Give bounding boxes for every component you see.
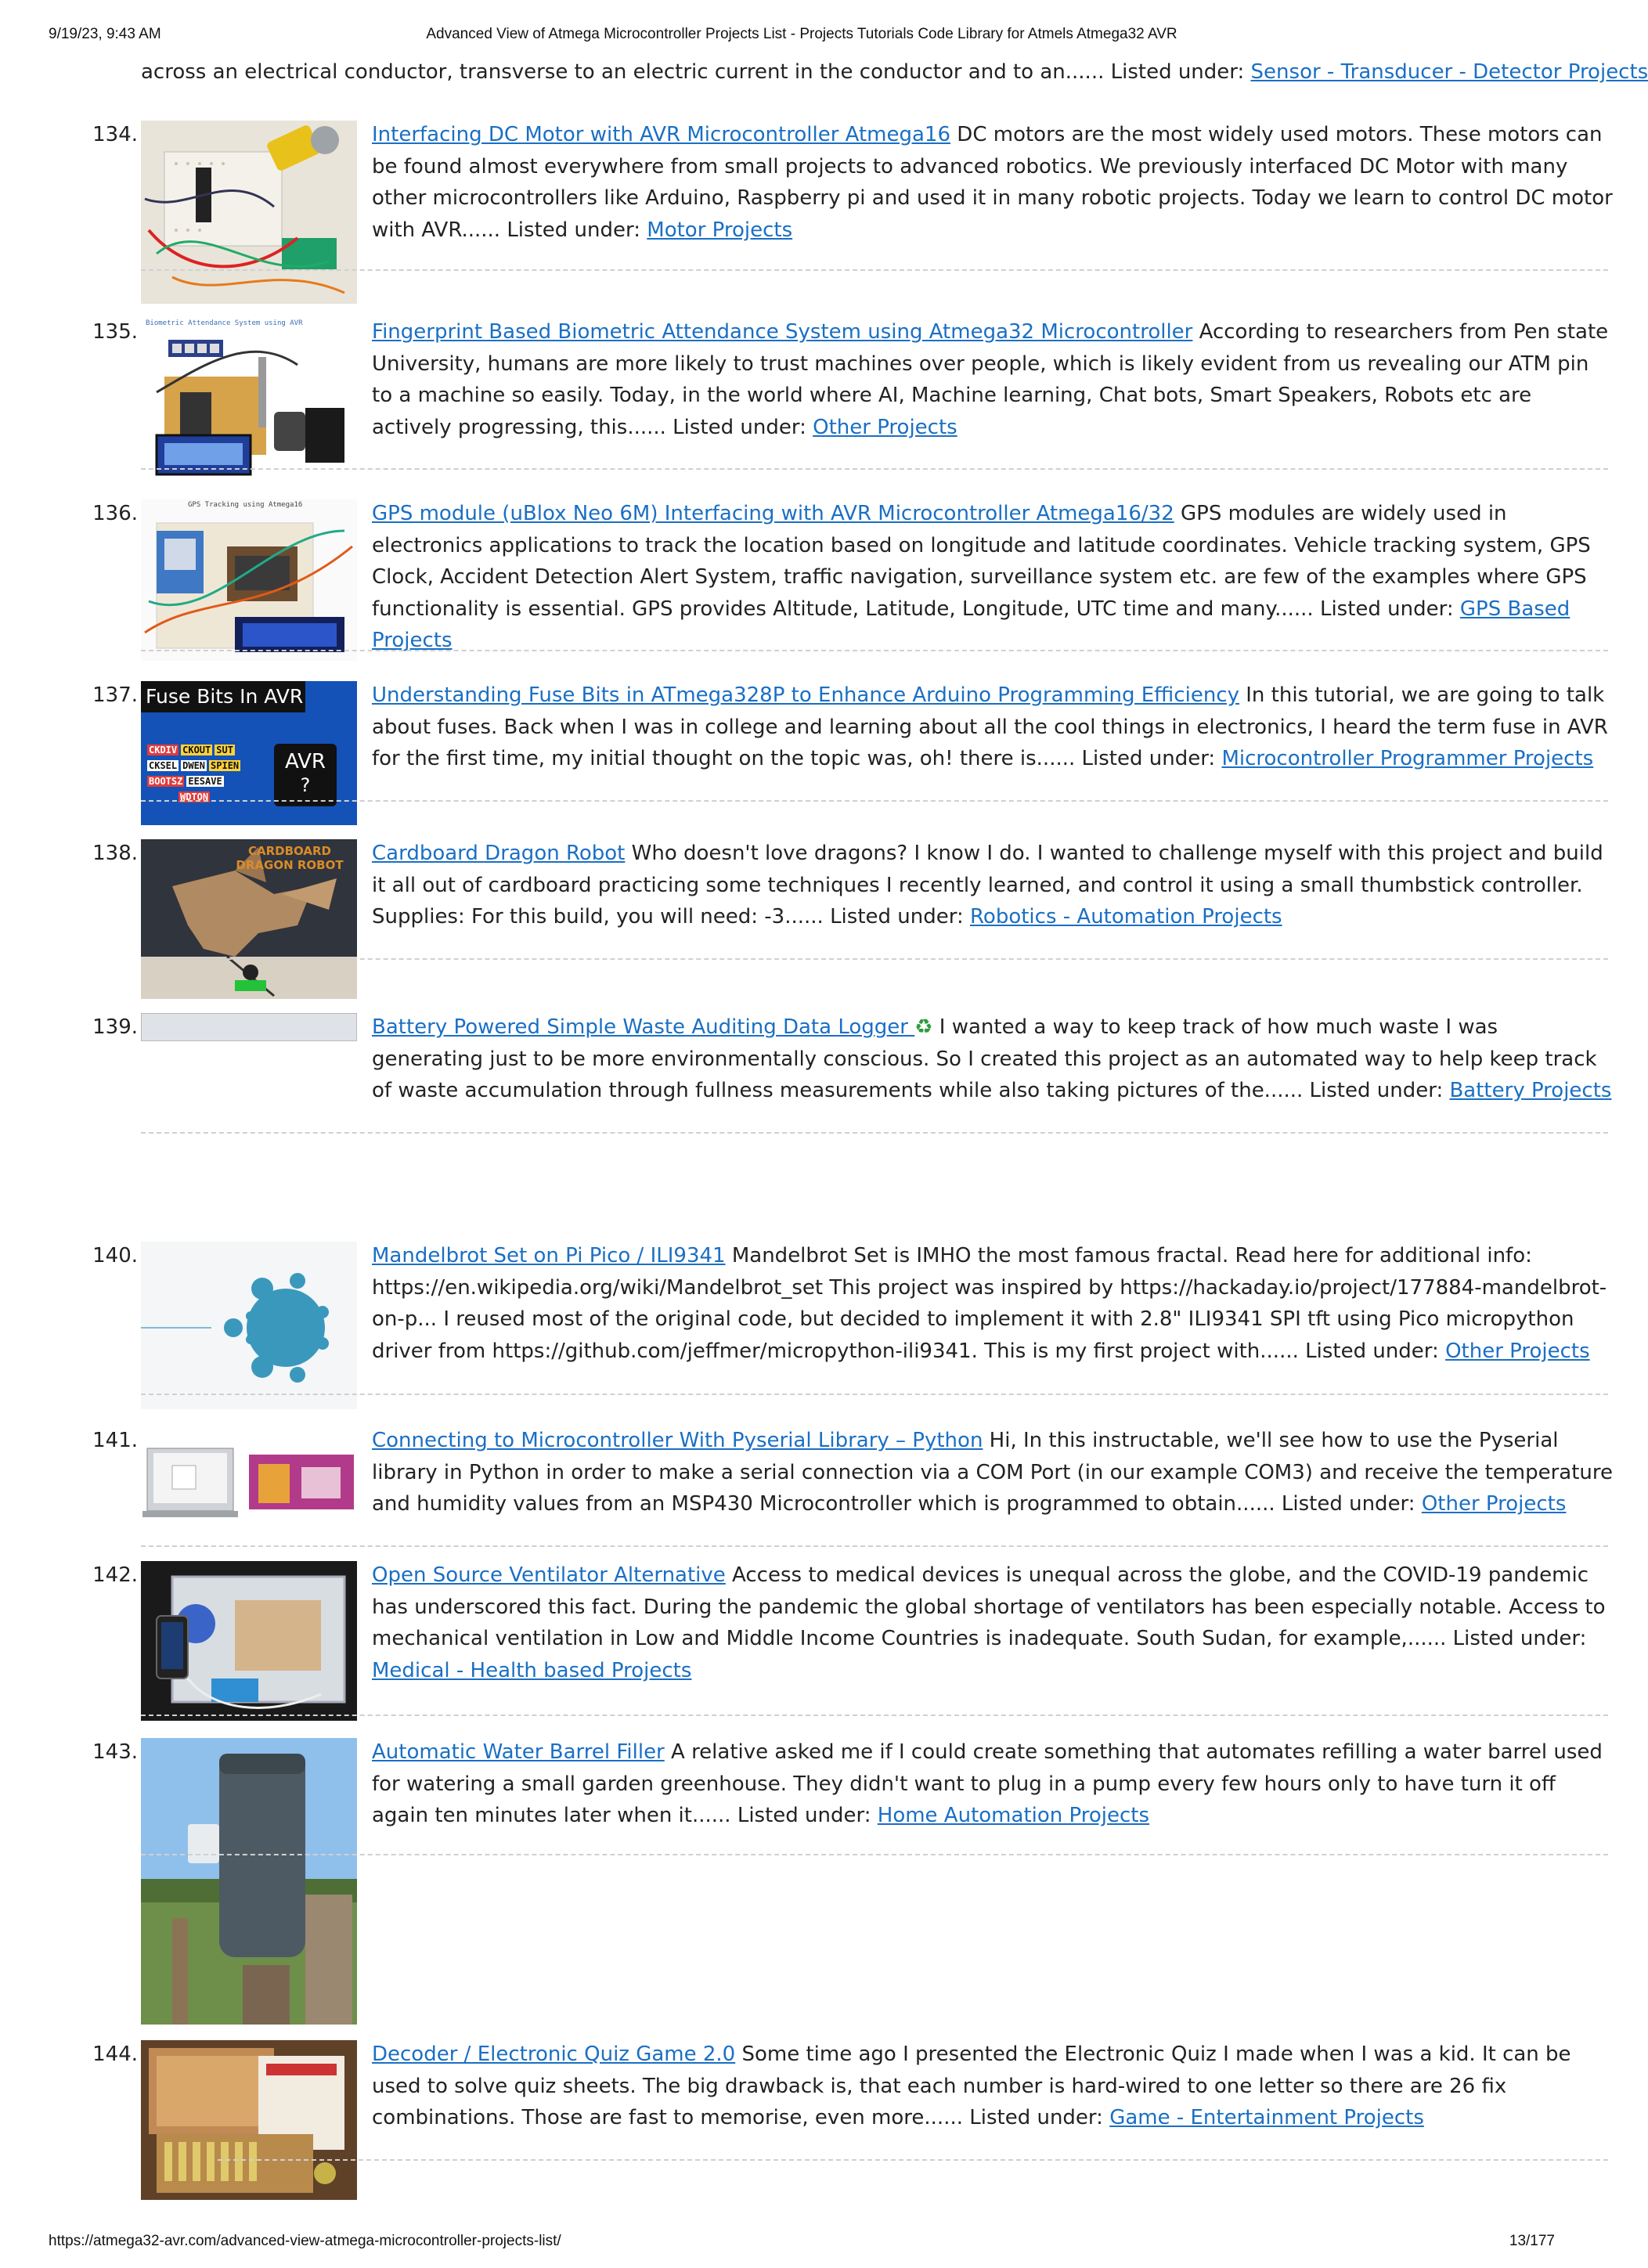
- project-title-link[interactable]: [372, 1015, 933, 1039]
- entry-text: [372, 1425, 1613, 1520]
- entry-text: [372, 498, 1613, 657]
- entry-text: [372, 838, 1613, 933]
- entry-number: 139.: [92, 1015, 138, 1039]
- print-url: https://atmega32-avr.com/advanced-view-atmega-microcontroller-projects-list/: [49, 2233, 561, 2249]
- fuse-label: CKOUT: [182, 745, 211, 755]
- entry-number: 134.: [92, 123, 138, 146]
- project-title-link[interactable]: Cardboard Dragon Robot: [372, 842, 626, 865]
- category-link[interactable]: Battery Projects: [1449, 1079, 1612, 1102]
- project-thumbnail[interactable]: [141, 121, 357, 304]
- fuse-label: CKDIV: [149, 745, 178, 755]
- entry-separator: [141, 1394, 1608, 1395]
- fuse-label: SUT: [216, 745, 233, 755]
- entry-description: Mandelbrot Set is IMHO the most famous fractal. Read here for additional info: https://en.wikipedia.org/wiki/Mandelbrot_set This project was inspired by https://hackaday.io/project/177884-mandelbrot-on-p... I reused most of the original code, but decided to implement it with 2.8" ILI9341 SPI tft using Pico micropython driver from https://github.com/jeffmer/micropython-ili9341. This is my first project with...... Listed under:: [372, 1244, 1607, 1363]
- project-thumbnail[interactable]: [141, 681, 357, 825]
- entry-text: [372, 1011, 1613, 1107]
- category-link[interactable]: Home Automation Projects: [877, 1804, 1150, 1827]
- entry-description: DC motors are the most widely used motors. These motors can be found almost everywhere from small projects to advanced robotics. We previously interfaced DC Motor with many other microcontrollers like Arduino, Raspberry pi and used it in many robotic projects. Today we learn to control DC motor with AVR...... Listed under:: [372, 123, 1613, 242]
- project-title-link[interactable]: Understanding Fuse Bits in ATmega328P to Enhance Arduino Programming Efficiency: [372, 683, 1239, 707]
- entry-number: 135.: [92, 320, 138, 344]
- entry-separator: [141, 1545, 1608, 1547]
- print-header: [0, 26, 1603, 46]
- entry-text: [372, 680, 1613, 775]
- fuse-label: CKSEL: [149, 760, 178, 771]
- thumbnail-caption: GPS Tracking using Atmega16: [188, 501, 303, 509]
- entry-description: Hi, In this instructable, we'll see how to use the Pyserial library in Python in order to make a serial connection via a COM Port (in our example COM3) and receive the temperature and humidity values from an MSP430 Microcontroller which is programmed to obtain...... Listed under:: [372, 1429, 1614, 1516]
- entry-separator: [141, 1715, 1608, 1716]
- fuse-label: SPIEN: [211, 760, 240, 771]
- entry-number: 141.: [92, 1429, 138, 1452]
- entry-separator: [218, 2159, 1608, 2161]
- category-link[interactable]: Other Projects: [1445, 1339, 1590, 1363]
- thumbnail-caption: CARDBOARD DRAGON ROBOT: [236, 844, 344, 872]
- entry-number: 144.: [92, 2043, 138, 2066]
- entry-separator: [141, 1132, 1608, 1134]
- project-title-link[interactable]: Fingerprint Based Biometric Attendance System using Atmega32 Microcontroller: [372, 320, 1193, 344]
- entry-number: 143.: [92, 1740, 138, 1764]
- chip-label: AVR: [285, 750, 326, 773]
- entry-text: [372, 1559, 1613, 1686]
- entry-description: A relative asked me if I could create something that automates refilling a water barrel used for watering a small garden greenhouse. They didn't want to plug in a pump every few hours only to have turn it off again ten minutes later when it...... Listed under:: [372, 1740, 1603, 1827]
- entry-separator: [141, 1854, 1608, 1855]
- category-link[interactable]: Robotics - Automation Projects: [970, 905, 1282, 928]
- entry-separator: [141, 958, 1608, 960]
- fuse-label: WDTON: [180, 791, 209, 802]
- category-link[interactable]: Medical - Health based Projects: [372, 1658, 692, 1682]
- fuse-label: BOOTSZ: [149, 776, 183, 787]
- category-link[interactable]: Game - Entertainment Projects: [1109, 2106, 1424, 2129]
- entry-text: [372, 1240, 1613, 1367]
- project-title-link[interactable]: Automatic Water Barrel Filler: [372, 1740, 665, 1764]
- entry-number: 138.: [92, 842, 138, 865]
- entry-separator: [141, 468, 1608, 470]
- entry-number: 142.: [92, 1563, 138, 1587]
- project-thumbnail[interactable]: [141, 839, 357, 999]
- previous-entry-continuation: [141, 56, 1648, 88]
- project-thumbnail[interactable]: [141, 1561, 357, 1721]
- project-thumbnail[interactable]: [141, 318, 357, 481]
- entry-text: [372, 119, 1613, 246]
- entry-separator: [141, 800, 1608, 802]
- avr-chip-graphic: [274, 744, 337, 806]
- category-link[interactable]: Sensor - Transducer - Detector Projects: [1250, 60, 1648, 84]
- entry-description: According to researchers from Pen state University, humans are more likely to trust machines over people, which is likely evident from us revealing our ATM pin to a machine so easily. Today, in the world where AI, Machine learning, Chat bots, Smart Speakers, Robots etc are actively progressing, this...... Listed under:: [372, 320, 1609, 439]
- project-thumbnail-broken[interactable]: [141, 1013, 357, 1041]
- project-thumbnail[interactable]: [141, 2040, 357, 2200]
- entry-text: [372, 2039, 1613, 2134]
- category-link[interactable]: GPS Based Projects: [372, 597, 1570, 652]
- print-datetime: 9/19/23, 9:43 AM: [49, 26, 161, 42]
- entry-separator: [141, 650, 1608, 651]
- entry-number: 136.: [92, 502, 138, 525]
- entry-description: GPS modules are widely used in electronics applications to track the location based on longitude and latitude coordinates. Vehicle tracking system, GPS Clock, Accident Detection Alert System, traffic navigation, surveillance system etc. are few of the examples where GPS functionality is essential. GPS provides Altitude, Latitude, Longitude, UTC time and many...... Listed under:: [372, 502, 1591, 621]
- category-link[interactable]: Other Projects: [813, 415, 957, 439]
- print-footer: [0, 2233, 1603, 2253]
- entry-description: Some time ago I presented the Electronic Quiz I made when I was a kid. It can be used to solve quiz sheets. The big drawback is, that each number is hard-wired to one letter so there are 26 fix combinations. Those are fast to memorise, even more...... Listed under:: [372, 2043, 1571, 2129]
- project-title-link[interactable]: Mandelbrot Set on Pi Pico / ILI9341: [372, 1244, 726, 1267]
- project-title-link[interactable]: Connecting to Microcontroller With Pyserial Library – Python: [372, 1429, 983, 1452]
- project-title-link[interactable]: GPS module (uBlox Neo 6M) Interfacing with AVR Microcontroller Atmega16/32: [372, 502, 1174, 525]
- chip-question-mark: ?: [300, 774, 311, 796]
- category-link[interactable]: Other Projects: [1421, 1492, 1567, 1516]
- print-page-title: Advanced View of Atmega Microcontroller Projects List - Projects Tutorials Code Library for Atmels Atmega32 AVR: [426, 26, 1177, 42]
- entry-description: across an electrical conductor, transverse to an electric current in the conductor and to an...... Listed under:: [141, 60, 1251, 84]
- thumbnail-caption: Biometric Attendance System using AVR: [146, 319, 303, 327]
- project-thumbnail[interactable]: [141, 1738, 357, 2025]
- entry-description: Who doesn't love dragons? I know I do. I wanted to challenge myself with this project and build it all out of cardboard practicing some techniques I recently learned, and control it using a small thumbstick controller. Supplies: For this build, you will need: -3...... Listed under:: [372, 842, 1603, 928]
- entry-separator: [141, 269, 1608, 271]
- entry-number: 140.: [92, 1244, 138, 1267]
- entry-description: In this tutorial, we are going to talk about fuses. Back when I was in college and learning about all the cool things in electronics, I heard the term fuse in AVR for the first time, my initial thought on the topic was, oh! there is...... Listed under:: [372, 683, 1608, 770]
- project-thumbnail[interactable]: [141, 499, 357, 661]
- project-title-text: Battery Powered Simple Waste Auditing Data Logger: [372, 1015, 915, 1039]
- project-thumbnail[interactable]: [141, 1426, 357, 1534]
- project-title-link[interactable]: Decoder / Electronic Quiz Game 2.0: [372, 2043, 736, 2066]
- entry-description: Access to medical devices is unequal across the globe, and the COVID-19 pandemic has underscored this fact. During the pandemic the global shortage of ventilators has been especially notable. Access to mechanical ventilation in Low and Middle Income Countries is inadequate. South Sudan, for example,...... Listed under:: [372, 1563, 1606, 1650]
- fuse-label: EESAVE: [188, 776, 222, 787]
- entry-number: 137.: [92, 683, 138, 707]
- category-link[interactable]: Microcontroller Programmer Projects: [1221, 747, 1594, 770]
- entry-description: I wanted a way to keep track of how much waste I was generating just to be more environmentally conscious. So I created this project as an automated way to help keep track of waste accumulation through fullness measurements while also taking pictures of the...... Listed under:: [372, 1015, 1597, 1102]
- thumbnail-caption: Fuse Bits In AVR: [141, 681, 310, 712]
- project-title-link[interactable]: Open Source Ventilator Alternative: [372, 1563, 726, 1587]
- category-link[interactable]: Motor Projects: [647, 218, 793, 242]
- entry-text: [372, 316, 1613, 443]
- print-page-number: 13/177: [1509, 2233, 1555, 2249]
- project-thumbnail[interactable]: [141, 1242, 357, 1409]
- entry-text: [372, 1736, 1613, 1832]
- fuse-label: DWEN: [182, 760, 206, 771]
- project-title-link[interactable]: Interfacing DC Motor with AVR Microcontroller Atmega16: [372, 123, 951, 146]
- recycle-icon: ♻: [914, 1015, 933, 1039]
